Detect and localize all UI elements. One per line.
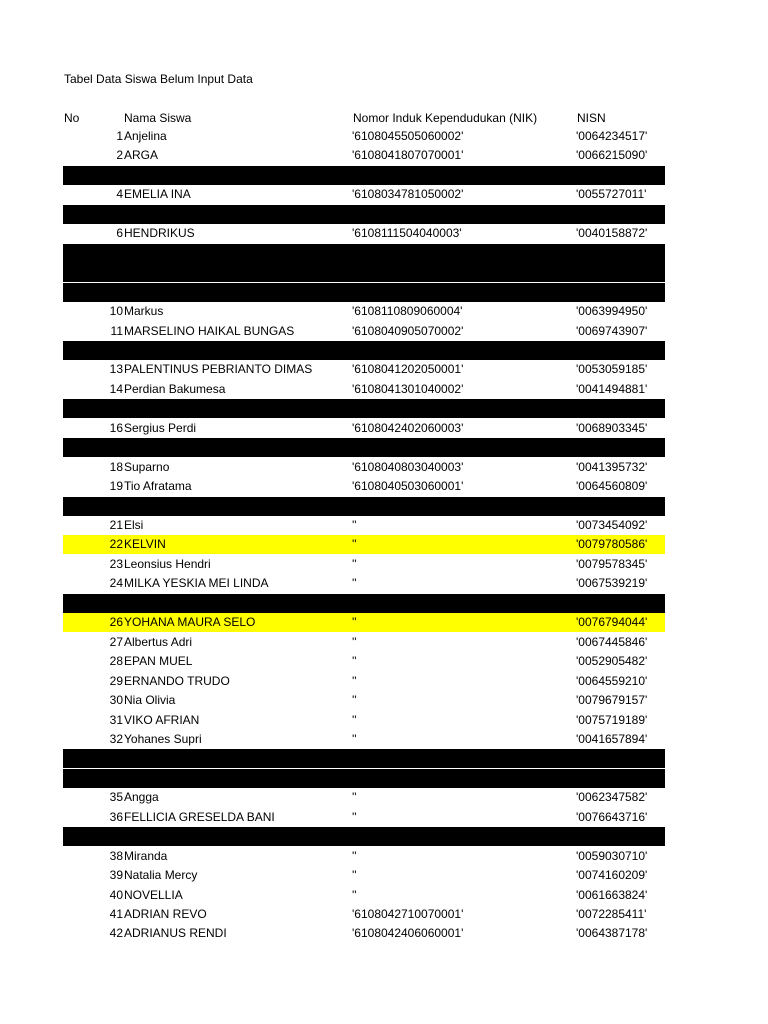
student-name: Suparno <box>124 460 170 474</box>
student-name: Nia Olivia <box>124 693 176 707</box>
nisn-value: '0075719189' <box>576 713 648 727</box>
student-name: EPAN MUEL <box>124 654 193 668</box>
row-number: 38 <box>109 849 123 863</box>
nisn-value: '0040158872' <box>576 226 648 240</box>
redacted-row <box>63 205 665 224</box>
row-number: 13 <box>109 362 123 376</box>
table-row <box>63 185 665 204</box>
table-row <box>63 847 665 866</box>
row-number: 11 <box>110 324 123 338</box>
nik-value: '6108111504040003' <box>352 226 462 240</box>
nisn-value: '0074160209' <box>576 868 648 882</box>
nik-value: '6108042406060001' <box>352 926 464 940</box>
row-number: 27 <box>109 635 123 649</box>
nisn-value: '0079578345' <box>576 557 648 571</box>
nisn-value: '0063994950' <box>576 304 648 318</box>
table-row <box>63 711 665 730</box>
nisn-value: '0067539219' <box>576 576 648 590</box>
redacted-row <box>63 438 665 457</box>
nik-value: '6108042402060003' <box>352 421 464 435</box>
table-row <box>63 808 665 827</box>
header-nama-siswa: Nama Siswa <box>124 111 192 125</box>
table-row <box>63 458 665 477</box>
student-name: Miranda <box>124 849 168 863</box>
student-name: KELVIN <box>124 537 166 551</box>
nik-value: '6108045505060002' <box>352 129 464 143</box>
nisn-value: '0067445846' <box>576 635 648 649</box>
table-row <box>63 652 665 671</box>
table-row <box>63 146 665 165</box>
nik-value: '' <box>352 713 357 727</box>
student-name: PALENTINUS PEBRIANTO DIMAS <box>124 362 313 376</box>
row-number: 28 <box>109 654 123 668</box>
row-number: 16 <box>109 421 123 435</box>
nik-value: '6108042710070001' <box>352 907 464 921</box>
nik-value: '' <box>352 849 357 863</box>
nisn-value: '0076643716' <box>576 810 648 824</box>
student-name: Perdian Bakumesa <box>124 382 226 396</box>
row-number: 24 <box>109 576 123 590</box>
student-name: FELLICIA GRESELDA BANI <box>124 810 275 824</box>
row-number: 35 <box>109 790 123 804</box>
redacted-row <box>63 283 665 302</box>
nik-value: '' <box>352 635 357 649</box>
nik-value: '' <box>352 868 357 882</box>
row-number: 29 <box>109 674 123 688</box>
nisn-value: '0064560809' <box>576 479 648 493</box>
table-row <box>63 380 665 399</box>
nisn-value: '0041494881' <box>576 382 648 396</box>
row-number: 32 <box>109 732 123 746</box>
table-row <box>63 886 665 905</box>
highlighted-row <box>63 613 665 632</box>
student-name: ADRIANUS RENDI <box>124 926 227 940</box>
table-row <box>63 672 665 691</box>
row-number: 41 <box>109 907 123 921</box>
table-row <box>63 905 665 924</box>
student-name: VIKO AFRIAN <box>124 713 200 727</box>
table-row <box>63 419 665 438</box>
table-row <box>63 224 665 243</box>
nik-value: '' <box>352 557 357 571</box>
row-number: 31 <box>109 713 123 727</box>
student-name: EMELIA INA <box>124 187 191 201</box>
header-no: No <box>64 111 80 125</box>
row-number: 36 <box>109 810 123 824</box>
nisn-value: '0055727011' <box>576 187 647 201</box>
nik-value: '6108034781050002' <box>352 187 464 201</box>
student-name: Tio Afratama <box>124 479 192 493</box>
table-row <box>63 477 665 496</box>
student-name: Natalia Mercy <box>124 868 198 882</box>
nisn-value: '0061663824' <box>576 888 648 902</box>
row-number: 42 <box>109 926 123 940</box>
redacted-row <box>63 594 665 613</box>
row-number: 1 <box>116 129 123 143</box>
student-name: NOVELLIA <box>124 888 183 902</box>
student-name: Angga <box>124 790 159 804</box>
nisn-value: '0064387178' <box>576 926 648 940</box>
table-row <box>63 302 665 321</box>
nik-value: '' <box>352 576 357 590</box>
row-number: 30 <box>109 693 123 707</box>
document-title: Tabel Data Siswa Belum Input Data <box>64 72 253 86</box>
table-row <box>63 691 665 710</box>
nik-value: '6108041301040002' <box>352 382 464 396</box>
redacted-row <box>63 749 665 768</box>
table-row <box>63 924 665 943</box>
nisn-value: '0073454092' <box>576 518 648 532</box>
row-number: 19 <box>109 479 123 493</box>
nisn-value: '0059030710' <box>576 849 648 863</box>
nik-value: '' <box>352 674 357 688</box>
nisn-value: '0053059185' <box>576 362 648 376</box>
nisn-value: '0062347582' <box>576 790 648 804</box>
nik-value: '' <box>352 537 357 551</box>
redacted-row <box>63 341 665 360</box>
nik-value: '' <box>352 654 357 668</box>
student-name: YOHANA MAURA SELO <box>124 615 256 629</box>
row-number: 40 <box>109 888 123 902</box>
table-row <box>63 788 665 807</box>
nik-value: '6108041202050001' <box>352 362 464 376</box>
nisn-value: '0079679157' <box>576 693 648 707</box>
table-row <box>63 322 665 341</box>
header-nik: Nomor Induk Kependudukan (NIK) <box>353 111 538 125</box>
student-name: ADRIAN REVO <box>124 907 207 921</box>
student-name: Albertus Adri <box>124 635 193 649</box>
nik-value: '' <box>352 518 357 532</box>
redacted-row <box>63 166 665 185</box>
nisn-value: '0068903345' <box>576 421 648 435</box>
table-row <box>63 555 665 574</box>
nik-value: '6108040803040003' <box>352 460 464 474</box>
nik-value: '6108040905070002' <box>352 324 464 338</box>
table-row <box>63 127 665 146</box>
redacted-row <box>63 263 665 282</box>
nik-value: '6108041807070001' <box>352 148 464 162</box>
student-name: Leonsius Hendri <box>124 557 211 571</box>
nik-value: '' <box>352 888 357 902</box>
student-name: ARGA <box>124 148 159 162</box>
row-number: 39 <box>109 868 123 882</box>
student-name: Anjelina <box>124 129 167 143</box>
redacted-row <box>63 827 665 846</box>
highlighted-row <box>63 535 665 554</box>
nik-value: '6108110809060004' <box>352 304 463 318</box>
nisn-value: '0072285411' <box>576 907 647 921</box>
nisn-value: '0041395732' <box>576 460 648 474</box>
student-name: HENDRIKUS <box>124 226 195 240</box>
redacted-row <box>63 399 665 418</box>
row-number: 4 <box>116 187 123 201</box>
nik-value: '6108040503060001' <box>352 479 464 493</box>
nik-value: '' <box>352 615 357 629</box>
nik-value: '' <box>352 693 357 707</box>
nisn-value: '0052905482' <box>576 654 648 668</box>
nisn-value: '0066215090' <box>576 148 648 162</box>
table-row <box>63 866 665 885</box>
nik-value: '' <box>352 732 357 746</box>
student-name: MARSELINO HAIKAL BUNGAS <box>124 324 295 338</box>
nisn-value: '0076794044' <box>576 615 648 629</box>
table-row <box>63 360 665 379</box>
nisn-value: '0041657894' <box>576 732 648 746</box>
nik-value: '' <box>352 810 357 824</box>
student-name: Sergius Perdi <box>124 421 197 435</box>
table-row <box>63 633 665 652</box>
header-nisn: NISN <box>577 111 606 125</box>
row-number: 23 <box>109 557 123 571</box>
redacted-row <box>63 244 665 263</box>
student-name: Yohanes Supri <box>124 732 202 746</box>
row-number: 22 <box>109 537 123 551</box>
student-name: Markus <box>124 304 164 318</box>
row-number: 6 <box>116 226 123 240</box>
nisn-value: '0064559210' <box>576 674 648 688</box>
nisn-value: '0064234517' <box>576 129 648 143</box>
row-number: 10 <box>109 304 123 318</box>
row-number: 26 <box>109 615 123 629</box>
redacted-row <box>63 497 665 516</box>
student-name: MILKA YESKIA MEI LINDA <box>124 576 269 590</box>
student-name: Elsi <box>124 518 144 532</box>
nisn-value: '0069743907' <box>576 324 648 338</box>
row-number: 21 <box>109 518 123 532</box>
row-number: 14 <box>109 382 123 396</box>
nisn-value: '0079780586' <box>576 537 648 551</box>
row-number: 2 <box>116 148 123 162</box>
table-row <box>63 730 665 749</box>
row-number: 18 <box>109 460 123 474</box>
table-row <box>63 574 665 593</box>
student-name: ERNANDO TRUDO <box>124 674 230 688</box>
redacted-row <box>63 769 665 788</box>
nik-value: '' <box>352 790 357 804</box>
table-row <box>63 516 665 535</box>
